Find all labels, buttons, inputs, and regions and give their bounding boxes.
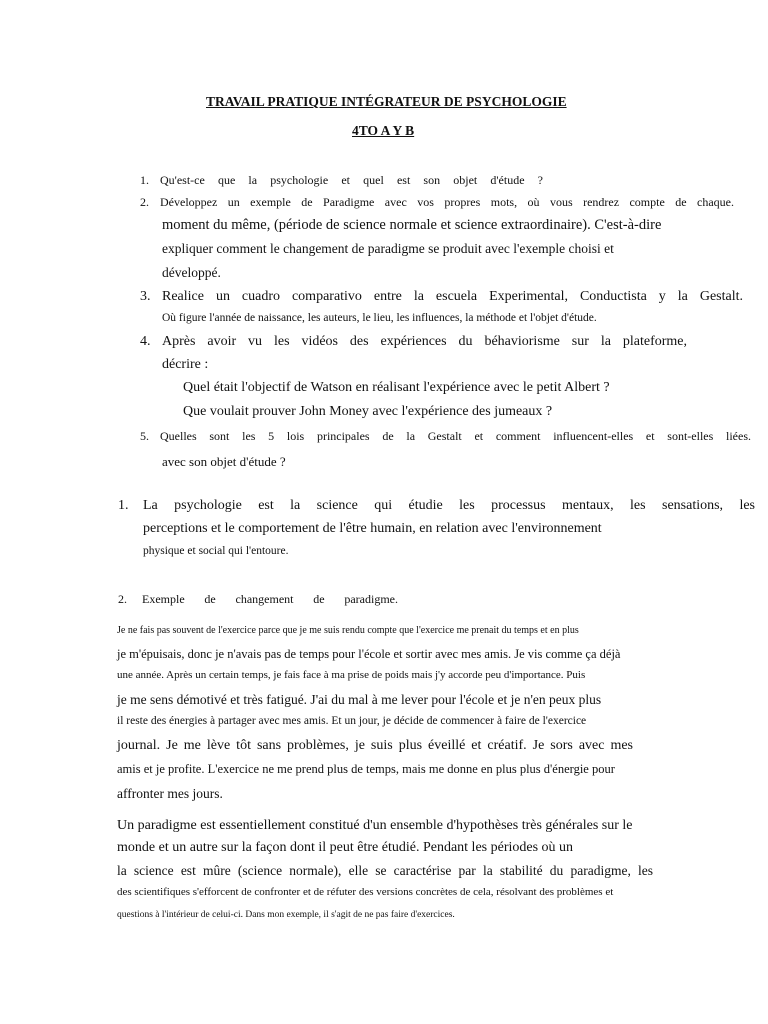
- paragraph-line: des scientifiques s'efforcent de confronter et de réfuter des versions concrètes de cela, résolvant des problèmes et: [117, 886, 614, 898]
- paragraph-line: il reste des énergies à partager avec mes amis. Et un jour, je décide de commencer à faire de l'exercice: [117, 715, 587, 727]
- answer-1-line: physique et social qui l'entoure.: [143, 545, 289, 557]
- document-title: TRAVAIL PRATIQUE INTÉGRATEUR DE PSYCHOLOGIE: [206, 94, 567, 109]
- paragraph-line: la science est mûre (science normale), elle se caractérise par la stabilité du paradigme, les: [117, 863, 653, 878]
- question-4-bullet: Quel était l'objectif de Watson en réalisant l'expérience avec le petit Albert ?: [183, 380, 610, 395]
- question-3-number: 3.: [140, 289, 151, 304]
- paragraph-line: Un paradigme est essentiellement constitué d'un ensemble d'hypothèses très générales sur le: [117, 818, 633, 833]
- paragraph-line: affronter mes jours.: [117, 786, 223, 801]
- question-4-number: 4.: [140, 334, 151, 349]
- question-5-line: avec son objet d'étude ?: [162, 454, 286, 469]
- paragraph-line: amis et je profite. L'exercice ne me prend plus de temps, mais me donne en plus plus d'énergie pour: [117, 762, 615, 776]
- paragraph-line: une année. Après un certain temps, je fais face à ma prise de poids mais j'y accorde peu d'importance. Puis: [117, 669, 586, 681]
- question-3-line: Realice un cuadro comparativo entre la escuela Experimental, Conductista y la Gestalt.: [162, 289, 743, 304]
- question-4-line: décrire :: [162, 357, 209, 372]
- answer-1-line: La psychologie est la science qui étudie les processus mentaux, les sensations, les: [143, 498, 755, 513]
- answer-2-heading: Exemple de changement de paradigme.: [142, 592, 398, 606]
- question-1-text: Qu'est-ce que la psychologie et quel est son objet d'étude ?: [160, 173, 543, 187]
- question-2-line: expliquer comment le changement de paradigme se produit avec l'exemple choisi et: [162, 241, 614, 256]
- question-5-number: 5.: [140, 429, 149, 443]
- question-5-line: Quelles sont les 5 lois principales de la Gestalt et comment influencent-elles et sont-elles liées.: [160, 429, 751, 443]
- answer-1-line: perceptions et le comportement de l'être humain, en relation avec l'environnement: [143, 521, 602, 536]
- paragraph-line: monde et un autre sur la façon dont il peut être étudié. Pendant les périodes où un: [117, 840, 574, 855]
- paragraph-line: je me sens démotivé et très fatigué. J'ai du mal à me lever pour l'école et je n'en peux plus: [117, 692, 602, 707]
- question-4-line: Après avoir vu les vidéos des expériences du béhaviorisme sur la plateforme,: [162, 334, 687, 349]
- document-subtitle: 4TO A Y B: [352, 123, 415, 138]
- paragraph-line: questions à l'intérieur de celui-ci. Dans mon exemple, il s'agit de ne pas faire d'exercices.: [117, 910, 455, 920]
- answer-2-number: 2.: [118, 592, 127, 606]
- question-1-number: 1.: [140, 173, 149, 187]
- question-4-bullet: Que voulait prouver John Money avec l'expérience des jumeaux ?: [183, 404, 553, 419]
- answer-1-number: 1.: [118, 498, 129, 513]
- question-3-line: Où figure l'année de naissance, les auteurs, le lieu, les influences, la méthode et l'objet d'étude.: [162, 312, 597, 324]
- paragraph-line: journal. Je me lève tôt sans problèmes, je suis plus éveillé et créatif. Je sors avec mes: [117, 738, 633, 753]
- question-2-line: Développez un exemple de Paradigme avec vos propres mots, où vous rendrez compte de chaque.: [160, 195, 734, 209]
- question-2-number: 2.: [140, 195, 149, 209]
- question-2-line: moment du même, (période de science normale et science extraordinaire). C'est-à-dire: [162, 217, 662, 233]
- paragraph-line: je m'épuisais, donc je n'avais pas de temps pour l'école et sortir avec mes amis. Je vis comme ça déjà: [117, 647, 621, 661]
- question-2-line: développé.: [162, 265, 221, 280]
- paragraph-line: Je ne fais pas souvent de l'exercice parce que je me suis rendu compte que l'exercice me prenait du temps et en plus: [117, 625, 579, 636]
